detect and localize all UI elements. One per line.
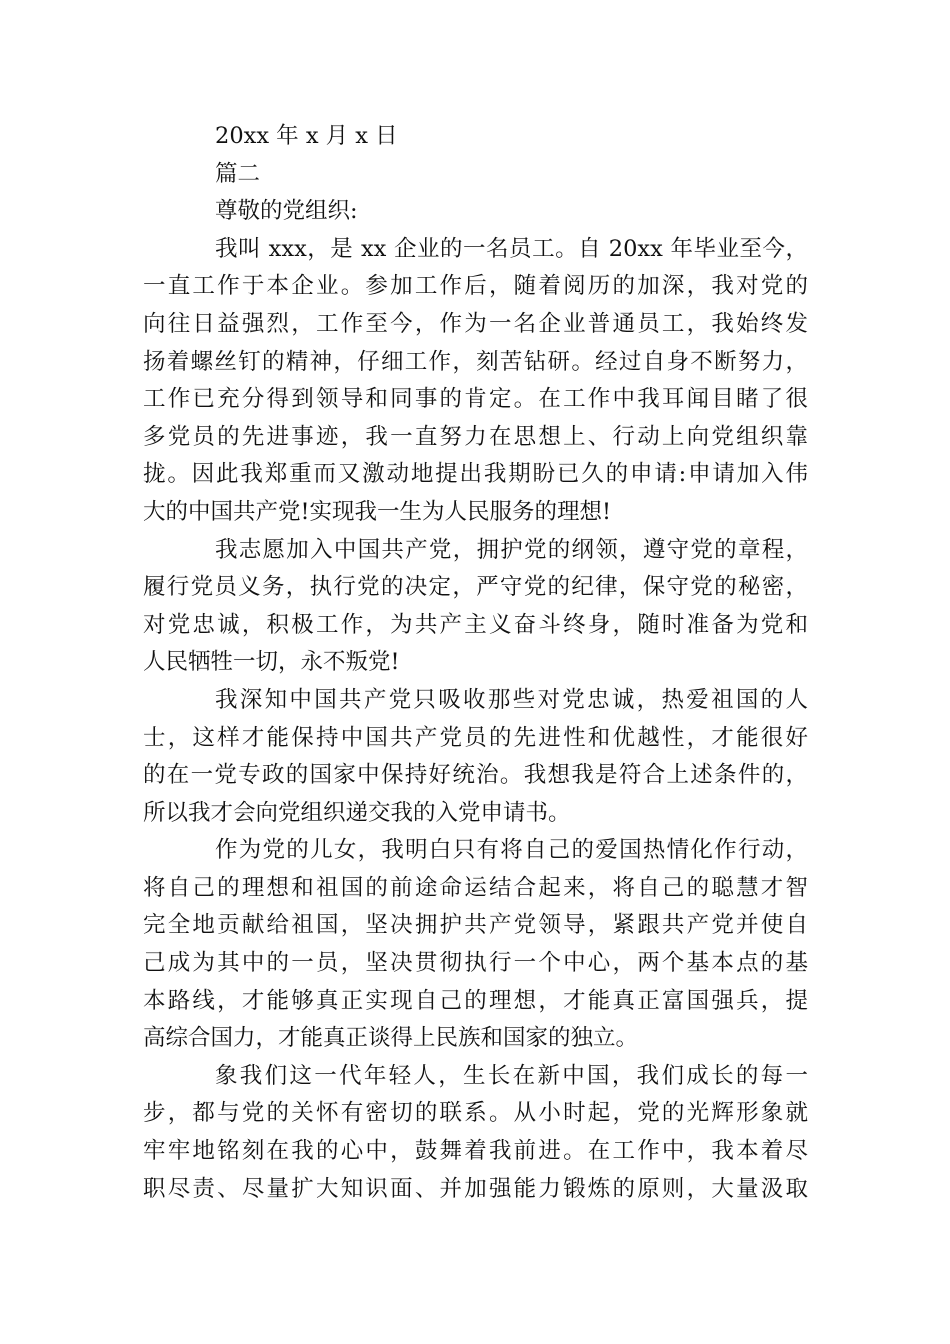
paragraph-line: 工作已充分得到领导和同事的肯定。在工作中我耳闻目睹了很: [143, 386, 808, 413]
paragraph-line: 对党忠诚，积极工作，为共产主义奋斗终身，随时准备为党和: [143, 611, 808, 638]
paragraph-line: 己成为其中的一员，坚决贯彻执行一个中心，两个基本点的基: [143, 950, 808, 977]
paragraph-line: 我叫 xxx，是 xx 企业的一名员工。自 20xx 年毕业至今，: [215, 235, 808, 262]
paragraph-line: 扬着螺丝钉的精神，仔细工作，刻苦钻研。经过自身不断努力，: [143, 348, 808, 375]
date-line: 20xx 年 x 月 x 日: [215, 123, 398, 149]
paragraph-line: 本路线，才能够真正实现自己的理想，才能真正富国强兵，提: [143, 987, 808, 1014]
paragraph-line: 牢牢地铭刻在我的心中，鼓舞着我前进。在工作中，我本着尽: [143, 1138, 808, 1165]
paragraph-line: 我深知中国共产党只吸收那些对党忠诚，热爱祖国的人: [215, 686, 808, 713]
paragraph-line: 高综合国力，才能真正谈得上民族和国家的独立。: [143, 1025, 639, 1052]
paragraph-line: 步，都与党的关怀有密切的联系。从小时起，党的光辉形象就: [143, 1100, 808, 1127]
paragraph-line: 职尽责、尽量扩大知识面、并加强能力锻炼的原则，大量汲取: [143, 1175, 808, 1202]
letter-body: [143, 118, 808, 1208]
paragraph-line: 向往日益强烈，工作至今，作为一名企业普通员工，我始终发: [143, 310, 808, 337]
salutation: 尊敬的党组织:: [215, 198, 358, 225]
paragraph-line: 我志愿加入中国共产党，拥护党的纲领，遵守党的章程，: [215, 536, 808, 563]
paragraph-line: 完全地贡献给祖国，坚决拥护共产党领导，紧跟共产党并使自: [143, 912, 808, 939]
paragraph-line: 作为党的儿女，我明白只有将自己的爱国热情化作行动，: [215, 837, 808, 864]
section-label: 篇二: [215, 160, 261, 187]
paragraph-line: 所以我才会向党组织递交我的入党申请书。: [143, 799, 571, 826]
paragraph-line: 人民牺牲一切，永不叛党!: [143, 649, 400, 676]
paragraph-line: 拢。因此我郑重而又激动地提出我期盼已久的申请:申请加入伟: [143, 461, 808, 488]
paragraph-line: 的在一党专政的国家中保持好统治。我想我是符合上述条件的，: [143, 762, 808, 789]
paragraph-line: 大的中国共产党!实现我一生为人民服务的理想!: [143, 498, 612, 525]
paragraph-line: 多党员的先进事迹，我一直努力在思想上、行动上向党组织靠: [143, 423, 808, 450]
paragraph-line: 一直工作于本企业。参加工作后，随着阅历的加深，我对党的: [143, 273, 808, 300]
paragraph-line: 将自己的理想和祖国的前途命运结合起来，将自己的聪慧才智: [143, 874, 808, 901]
paragraph-line: 履行党员义务，执行党的决定，严守党的纪律，保守党的秘密，: [143, 574, 808, 601]
paragraph-line: 象我们这一代年轻人，生长在新中国，我们成长的每一: [215, 1062, 808, 1089]
paragraph-line: 士，这样才能保持中国共产党员的先进性和优越性，才能很好: [143, 724, 808, 751]
